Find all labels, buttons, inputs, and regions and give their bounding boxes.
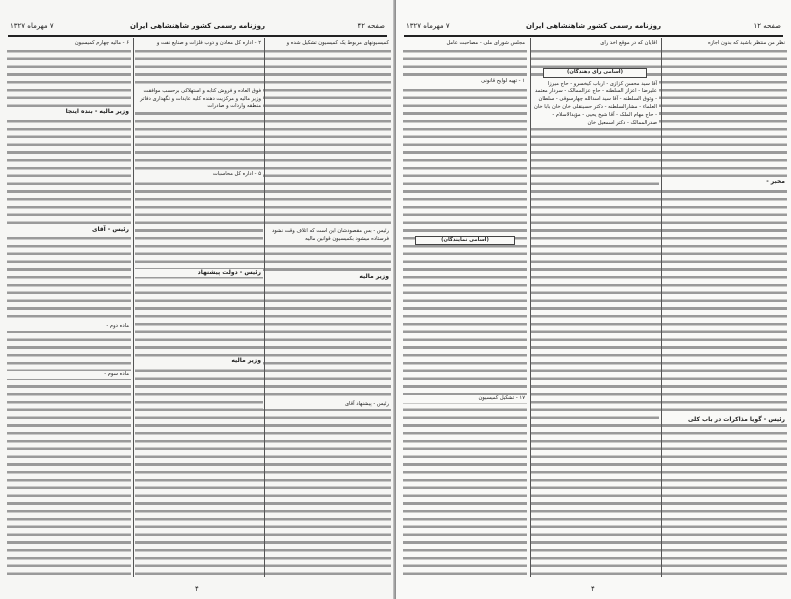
- section-heading: رئیس - گویا مذاکرات در باب کلی: [659, 416, 787, 424]
- text-column-3: [7, 40, 131, 579]
- paragraph: ۶ - مالیه چهارم کمیسیون: [7, 40, 131, 48]
- paragraph: ماده سوم -: [7, 371, 131, 379]
- paragraph: ماده دوم -: [7, 323, 131, 331]
- paragraph: رئیس - پیشنهاد آقای: [263, 401, 391, 409]
- text-column-2: [531, 40, 659, 579]
- page-number: صفحه ۱۲: [753, 22, 781, 30]
- column-divider: [661, 38, 662, 577]
- paragraph: ۱ - تهیه لوایح قانونی: [403, 78, 527, 86]
- page-footer-number: ۴: [195, 585, 199, 593]
- text-column-1: [263, 40, 391, 579]
- section-heading: وزیر مالیه - بنده اینجا: [7, 108, 131, 116]
- right-page: [396, 0, 791, 599]
- page-header: [10, 20, 385, 34]
- section-heading: رئیس - دولت پیشنهاد: [135, 269, 263, 277]
- left-page: [0, 0, 395, 599]
- page-number: صفحه ۴۲: [357, 22, 385, 30]
- text-column-2: [135, 40, 263, 579]
- paragraph: رئیس - بس مقصودشان این است که اتلاف وقت نشود فرستاده میشود بکمیسیون قوانین مالیه: [263, 228, 391, 244]
- paragraph: کمیسیونهای مربوط یک کمیسیون تشکیل شده و: [263, 40, 391, 48]
- text-column-3: [403, 40, 527, 579]
- section-heading: وزیر مالیه: [135, 357, 263, 365]
- page-header: [406, 20, 781, 34]
- name-list: آقا سید محسن کزازی - ارباب کیخسرو - حاج میرزا علیرضا - اعزاز السلطنه - حاج عزالممالک - سردار معتمد - وثوق السلطنه - آقا سید اسدالله چهارسوقی - سلطان العلماء - مشارالسلطنه - دکتر حسینقلی خان خان بابا خان - حاج مهام الملک - آقا شیخ یحیی - مؤیدالاسلام - صدرالممالک - دکتر اسمعیل خان: [531, 81, 659, 128]
- header-rule: [8, 35, 387, 37]
- section-heading: مخبر -: [659, 178, 787, 186]
- column-divider: [133, 38, 134, 577]
- text-column-1: [659, 40, 787, 579]
- boxed-heading: (اسامی رأی دهندگان): [543, 68, 647, 78]
- paragraph: آقایان که در موقع اخذ رأی: [531, 40, 659, 48]
- paragraph: ۲ - اداره کل معادن و ذوب فلزات و صنایع نفت و: [135, 40, 263, 48]
- column-divider: [264, 38, 265, 577]
- paragraph: ۱۷ - تشکیل کمیسیون: [403, 395, 527, 403]
- newspaper-title: روزنامه رسمی کشور شاهنشاهی ایران: [526, 22, 661, 30]
- paragraph: ۵ - اداره کل محاسبات: [135, 171, 263, 179]
- page-footer-number: ۴: [591, 585, 595, 593]
- paragraph: نظر من منتظر باشید که بدون اجازه: [659, 40, 787, 48]
- section-heading: رئیس - آقای: [7, 226, 131, 234]
- paragraph: فوق العاده و فروش کتابه و استهلاکی برحسب موافقت وزیر مالیه و مرکزیت دهنده کلیه عایدات و نگهداری دفاتر منطقه واردات و صادرات: [135, 88, 263, 111]
- newspaper-title: روزنامه رسمی کشور شاهنشاهی ایران: [130, 22, 265, 30]
- section-heading: وزیر مالیه: [263, 273, 391, 281]
- paragraph: مجلس شورای ملی - مصاحبت عامل: [403, 40, 527, 48]
- header-rule: [404, 35, 783, 37]
- issue-date: ۷ مهرماه ۱۳۲۷: [406, 22, 450, 30]
- issue-date: ۷ مهرماه ۱۳۲۷: [10, 22, 54, 30]
- boxed-heading: (اسامی نمایندگان): [415, 236, 515, 246]
